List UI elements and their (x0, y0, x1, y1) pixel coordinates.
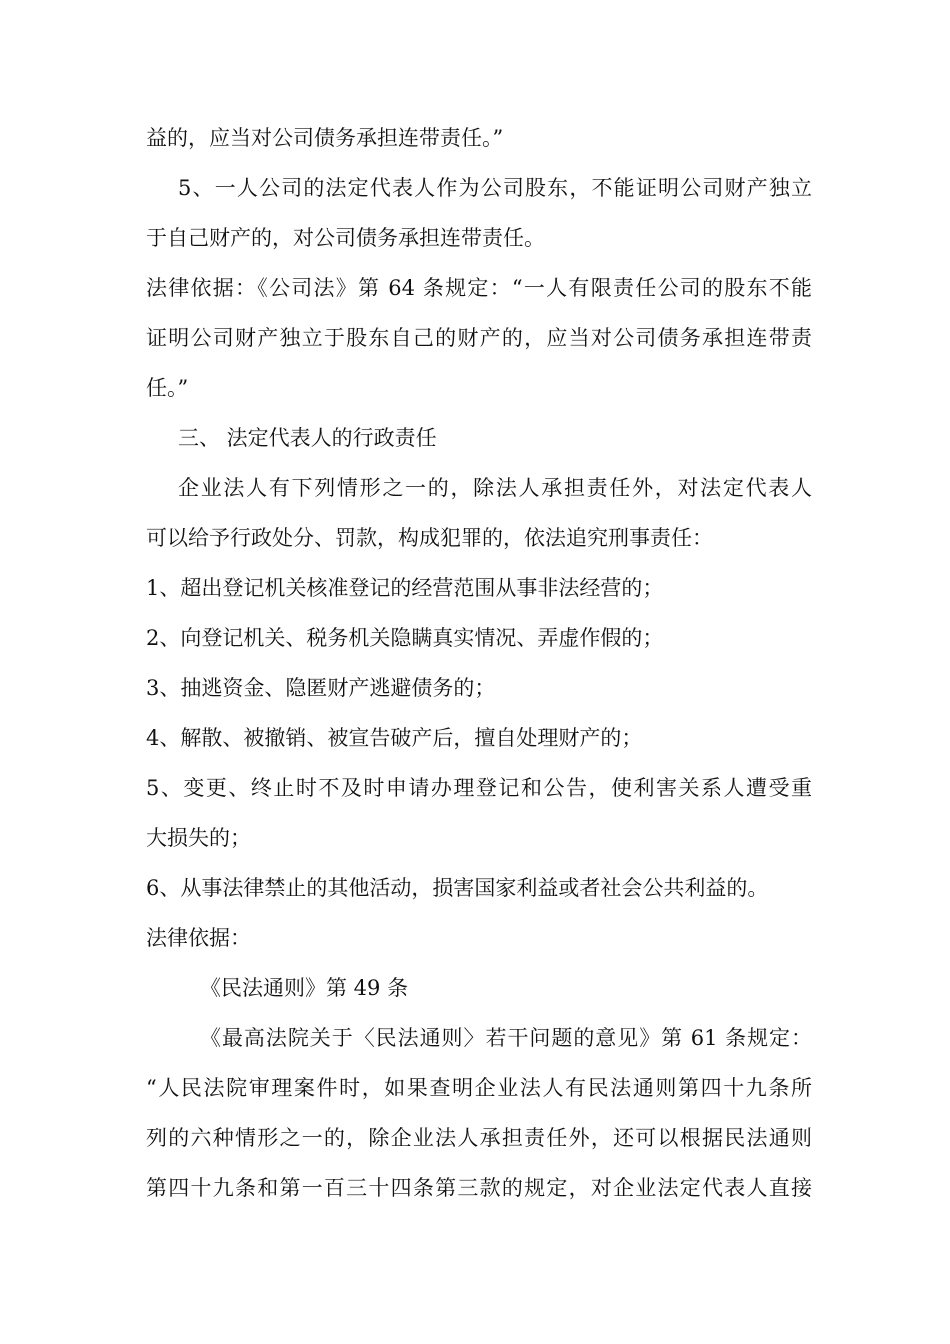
paragraph-line: 第四十九条和第一百三十四条第三款的规定，对企业法定代表人直接 (146, 1176, 812, 1200)
list-item: 4、解散、被撤销、被宣告破产后，擅自处理财产的； (146, 726, 643, 750)
paragraph-line: 证明公司财产独立于股东自己的财产的，应当对公司债务承担连带责 (146, 326, 812, 350)
paragraph-line: 列的六种情形之一的，除企业法人承担责任外，还可以根据民法通则 (146, 1126, 812, 1150)
paragraph-line: 任。” (146, 376, 189, 400)
list-item: 2、向登记机关、税务机关隐瞒真实情况、弄虚作假的； (146, 626, 664, 650)
paragraph-line: 《民法通则》第 49 条 (200, 976, 409, 1000)
paragraph-line: 《最高法院关于〈民法通则〉若干问题的意见》第 61 条规定： (200, 1026, 812, 1050)
list-item: 3、抽逃资金、隐匿财产逃避债务的； (146, 676, 496, 700)
paragraph-line: 法律依据： (146, 926, 251, 950)
paragraph-line: 5、一人公司的法定代表人作为公司股东，不能证明公司财产独立 (178, 176, 812, 200)
paragraph-line: 可以给予行政处分、罚款，构成犯罪的，依法追究刑事责任： (146, 526, 713, 550)
list-item: 6、从事法律禁止的其他活动，损害国家利益或者社会公共利益的。 (146, 876, 769, 900)
paragraph-line: 法律依据：《公司法》第 64 条规定：“一人有限责任公司的股东不能 (146, 276, 812, 300)
list-item-continuation: 大损失的； (146, 826, 251, 850)
paragraph-line: 益的，应当对公司债务承担连带责任。” (146, 126, 504, 150)
section-heading: 三、 法定代表人的行政责任 (178, 426, 437, 450)
paragraph-line: 于自己财产的，对公司债务承担连带责任。 (146, 226, 545, 250)
paragraph-line: “人民法院审理案件时，如果查明企业法人有民法通则第四十九条所 (146, 1076, 812, 1100)
list-item: 5、变更、终止时不及时申请办理登记和公告，使利害关系人遭受重 (146, 776, 812, 800)
paragraph-line: 企业法人有下列情形之一的，除法人承担责任外，对法定代表人 (178, 476, 812, 500)
list-item: 1、超出登记机关核准登记的经营范围从事非法经营的； (146, 576, 664, 600)
